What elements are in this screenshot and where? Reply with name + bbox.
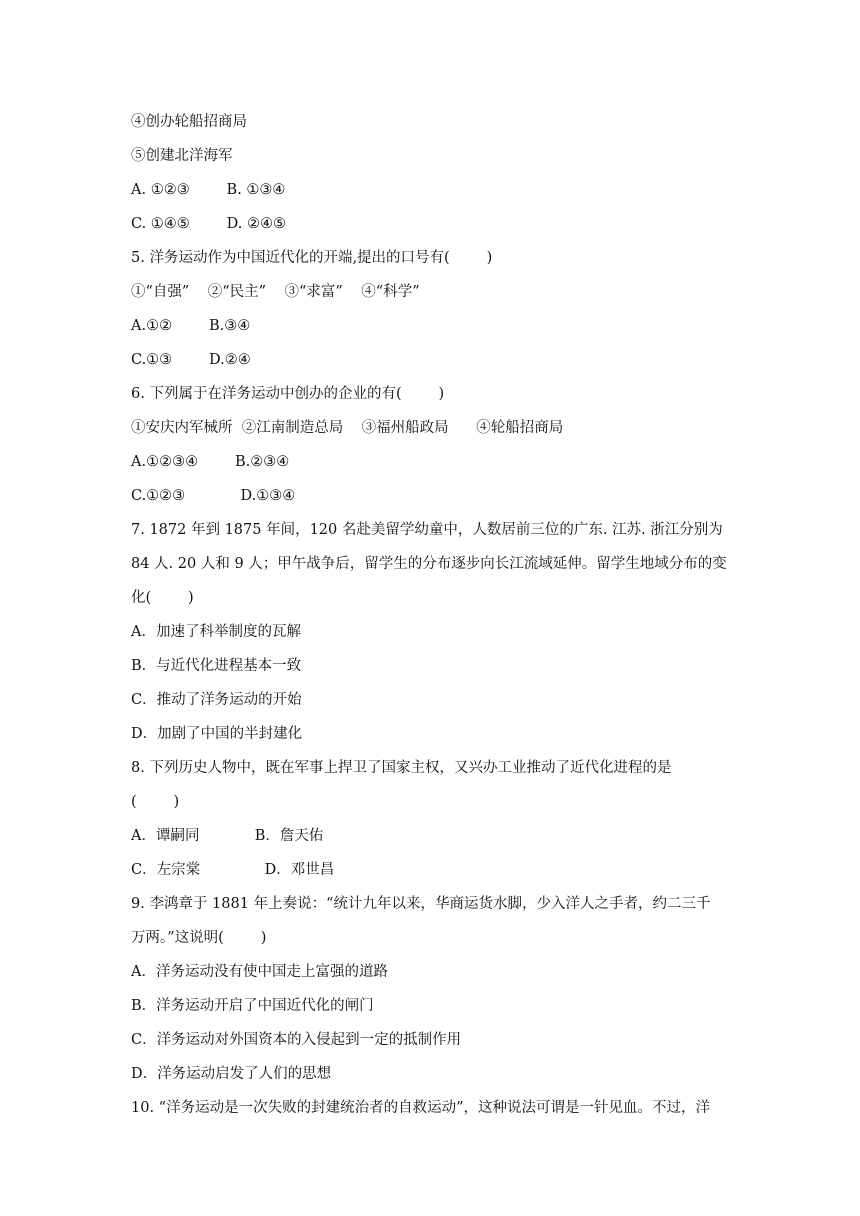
- question-8-continued: ( ): [131, 794, 180, 810]
- question-7: 7. 1872 年到 1875 年间，120 名赴美留学幼童中，人数居前三位的广东. 江苏. 浙江分别为: [131, 522, 723, 538]
- answer-choices: C.①②③ D.①③④: [131, 488, 296, 504]
- answer-option: D．加剧了中国的半封建化: [131, 726, 303, 742]
- option-line: ①安庆内军械所 ②江南制造总局 ③福州船政局 ④轮船招商局: [131, 420, 564, 436]
- answer-choices: C．左宗棠 D．邓世昌: [131, 862, 335, 878]
- answer-option: A．加速了科举制度的瓦解: [131, 624, 301, 640]
- option-line: ④创办轮船招商局: [131, 114, 247, 130]
- answer-choices: A. ①②③ B. ①③④: [131, 182, 286, 198]
- answer-option: C．推动了洋务运动的开始: [131, 692, 302, 708]
- question-9-continued: 万两。”这说明( ): [131, 930, 267, 946]
- answer-option: D．洋务运动启发了人们的思想: [131, 1066, 332, 1082]
- question-10: 10. “洋务运动是一次失败的封建统治者的自救运动”，这种说法可谓是一针见血。不过，洋: [131, 1100, 710, 1116]
- option-line: ①“自强” ②“民主” ③“求富” ④“科学”: [131, 284, 420, 300]
- answer-choices: A.①②③④ B.②③④: [131, 454, 290, 470]
- answer-choices: A．谭嗣同 B．詹天佑: [131, 828, 324, 844]
- answer-option: B．与近代化进程基本一致: [131, 658, 302, 674]
- answer-option: C．洋务运动对外国资本的入侵起到一定的抵制作用: [131, 1032, 462, 1048]
- question-7-continued: 化( ): [131, 590, 194, 606]
- answer-choices: A.①② B.③④: [131, 318, 251, 334]
- question-8: 8. 下列历史人物中，既在军事上捍卫了国家主权，又兴办工业推动了近代化进程的是: [131, 760, 672, 776]
- question-7-continued: 84 人. 20 人和 9 人；甲午战争后，留学生的分布逐步向长江流域延伸。留学生地域分布的变: [131, 556, 727, 572]
- option-line: ⑤创建北洋海军: [131, 148, 233, 164]
- question-5: 5. 洋务运动作为中国近代化的开端,提出的口号有( ): [131, 250, 493, 266]
- answer-option: A．洋务运动没有使中国走上富强的道路: [131, 964, 388, 980]
- answer-choices: C.①③ D.②④: [131, 352, 251, 368]
- question-6: 6. 下列属于在洋务运动中创办的企业的有( ): [131, 386, 445, 402]
- answer-option: B．洋务运动开启了中国近代化的闸门: [131, 998, 374, 1014]
- question-9: 9. 李鸿章于 1881 年上奏说：“统计九年以来，华商运货水脚，少入洋人之手者，约二三千: [131, 896, 711, 912]
- answer-choices: C. ①④⑤ D. ②④⑤: [131, 216, 286, 232]
